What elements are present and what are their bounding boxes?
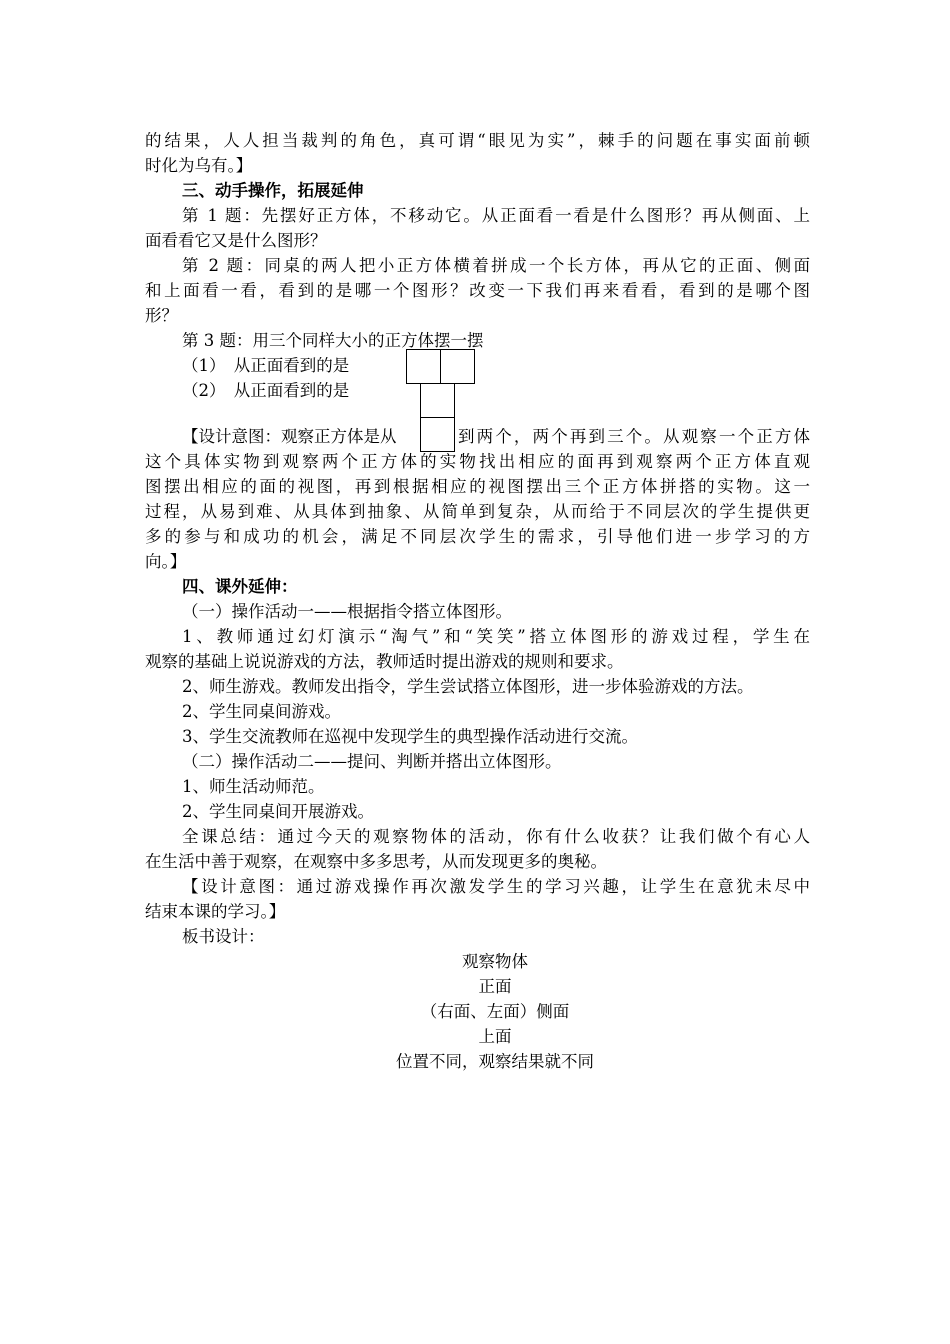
subheading: （一）操作活动一——根据指令搭立体图形。: [182, 602, 512, 621]
paragraph-line: 1、师生活动师范。: [182, 777, 325, 796]
board-line: 上面: [478, 1027, 512, 1046]
cube-face-square: [420, 417, 455, 452]
paragraph-line: 的结果，人人担当裁判的角色，真可谓“眼见为实”，棘手的问题在事实面前顿: [145, 131, 810, 150]
section-heading-3: 三、动手操作，拓展延伸: [182, 181, 364, 200]
board-title: 观察物体: [462, 952, 528, 971]
paragraph-line: 时化为乌有。】: [145, 156, 253, 175]
paragraph-line: 和上面看一看，看到的是哪一个图形？改变一下我们再来看看，看到的是哪个图: [145, 281, 810, 300]
board-line: （右面、左面）侧面: [420, 1002, 570, 1021]
paragraph-line: 板书设计：: [182, 927, 265, 946]
cube-face-square: [406, 349, 441, 384]
paragraph-line: 1、教师通过幻灯演示“淘气”和“笑笑”搭立体图形的游戏过程，学生在: [182, 627, 810, 646]
paragraph-line: 3、学生交流教师在巡视中发现学生的典型操作活动进行交流。: [182, 727, 638, 746]
cube-face-square: [420, 383, 455, 418]
paragraph-line: 2、学生同桌间游戏。: [182, 702, 341, 721]
paragraph-line: 形？: [145, 306, 178, 325]
paragraph-line: 全课总结：通过今天的观察物体的活动，你有什么收获？让我们做个有心人: [182, 827, 810, 846]
list-item: （2） 从正面看到的是: [182, 381, 350, 400]
paragraph-line: 观察的基础上说说游戏的方法，教师适时提出游戏的规则和要求。: [145, 652, 624, 671]
paragraph-line: 2、学生同桌间开展游戏。: [182, 802, 374, 821]
list-item: （1） 从正面看到的是: [182, 356, 350, 375]
paragraph-line: 向。】: [145, 552, 187, 571]
paragraph-line: 多的参与和成功的机会，满足不同层次学生的需求，引导他们进一步学习的方: [145, 527, 810, 546]
subheading: （二）操作活动二——提问、判断并搭出立体图形。: [182, 752, 562, 771]
board-line: 位置不同，观察结果就不同: [396, 1052, 594, 1071]
paragraph-line: 面看看它又是什么图形？: [145, 231, 327, 250]
paragraph-line: 到两个，两个再到三个。从观察一个正方体: [458, 427, 810, 446]
cube-face-square: [440, 349, 475, 384]
section-heading-4: 四、课外延伸：: [182, 577, 298, 596]
paragraph-line: 结束本课的学习。】: [145, 902, 286, 921]
paragraph-line: 这个具体实物到观察两个正方体的实物找出相应的面再到观察两个正方体直观: [145, 452, 810, 471]
paragraph-line: 第 1 题：先摆好正方体，不移动它。从正面看一看是什么图形？再从侧面、上: [182, 206, 810, 225]
paragraph-line: 图摆出相应的面的视图，再到根据相应的视图摆出三个正方体拼搭的实物。这一: [145, 477, 810, 496]
paragraph-line: 【设计意图：观察正方体是从: [182, 427, 397, 446]
paragraph-line: 在生活中善于观察，在观察中多多思考，从而发现更多的奥秘。: [145, 852, 607, 871]
board-line: 正面: [478, 977, 512, 996]
paragraph-line: 2、师生游戏。教师发出指令，学生尝试搭立体图形，进一步体验游戏的方法。: [182, 677, 754, 696]
paragraph-line: 过程，从易到难、从具体到抽象、从简单到复杂，从而给于不同层次的学生提供更: [145, 502, 810, 521]
paragraph-line: 第 2 题：同桌的两人把小正方体横着拼成一个长方体，再从它的正面、侧面: [182, 256, 810, 275]
paragraph-line: 第 3 题：用三个同样大小的正方体摆一摆: [182, 331, 484, 350]
paragraph-line: 【设计意图：通过游戏操作再次激发学生的学习兴趣，让学生在意犹未尽中: [182, 877, 810, 896]
